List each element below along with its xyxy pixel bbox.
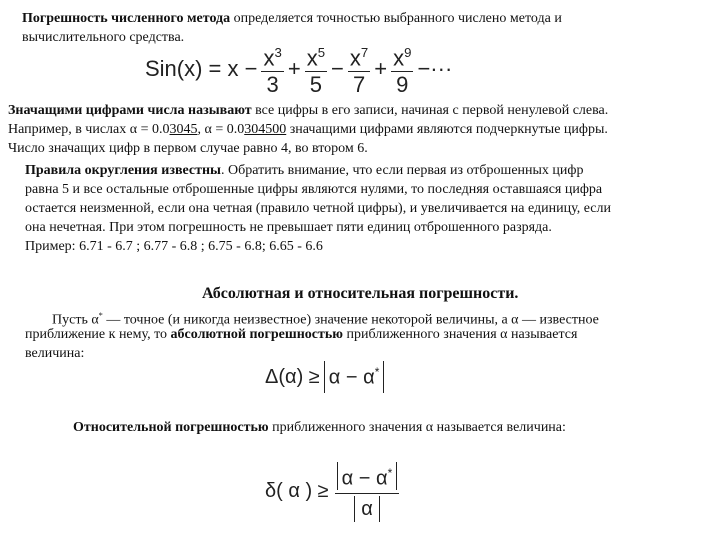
text: определяется точностью выбранного числено метода и <box>230 11 562 26</box>
rel-numerator <box>335 458 400 495</box>
section-heading: Абсолютная и относительная погрешности. <box>202 285 519 302</box>
op: + <box>374 56 388 81</box>
text: все цифры в его записи, начиная с первой ненулевой слева. <box>251 103 609 118</box>
text: значащими цифрами являются подчеркнутые цифры. <box>286 122 608 137</box>
abs-inner <box>325 365 384 390</box>
paragraph-rounding-rules-line3: остается неизменной, если она четная (правило четной цифры), и увеличивается на единицу, если <box>25 201 611 216</box>
sin-lhs: Sin(x) = x − <box>145 56 258 81</box>
sin-series-formula <box>145 42 452 96</box>
paragraph-method-error-line2: вычислительного средства. <box>22 30 185 45</box>
underlined-digits-1: 3045 <box>169 122 198 137</box>
den: 5 <box>309 72 322 98</box>
term-rounding-rules: Правила округления известны <box>25 163 221 178</box>
sin-term-2 <box>305 40 327 98</box>
den: 3 <box>266 72 279 98</box>
rel-denominator <box>354 494 380 524</box>
op: −··· <box>417 56 453 81</box>
paragraph-significant-digits-line2 <box>8 120 608 139</box>
bar <box>379 496 380 522</box>
text: приближенного значения α называется <box>342 327 578 342</box>
underlined-digits-2: 304500 <box>244 122 287 137</box>
paragraph-rounding-rules <box>25 161 584 180</box>
star: * <box>374 364 380 379</box>
num: x <box>393 45 405 71</box>
paragraph-rounding-rules-line4: она нечетная. При этом погрешность не превышает пяти единиц отброшенного разряда. <box>25 220 552 235</box>
rel-fraction <box>335 458 400 525</box>
text: Например, в числах α = 0.0 <box>8 122 170 137</box>
paragraph-absolute-error-line3: величина: <box>25 346 85 361</box>
den: 9 <box>396 72 409 98</box>
star: * <box>98 311 103 320</box>
text: — точное (и никогда неизвестное) значение некоторой величины, а α — известное <box>102 312 599 328</box>
paragraph-absolute-error-line2 <box>25 325 577 344</box>
sin-term-3 <box>348 40 370 98</box>
term-method-error: Погрешность численного метода <box>22 11 231 26</box>
text: приближенного значения α называется величина: <box>268 420 566 435</box>
num-text: α − α <box>341 467 388 490</box>
pow: 3 <box>274 44 282 60</box>
num: x <box>306 45 318 71</box>
den-text: α <box>361 498 373 521</box>
num: x <box>349 45 361 71</box>
den: 7 <box>352 72 366 98</box>
paragraph-relative-error <box>73 418 566 437</box>
bar <box>396 462 397 490</box>
absolute-error-formula <box>265 360 384 394</box>
pow: 7 <box>360 44 369 60</box>
lhs: δ( α ) ≥ <box>265 479 329 502</box>
paragraph-method-error <box>22 9 562 28</box>
sin-term-4 <box>391 40 413 98</box>
paragraph-rounding-rules-line2: равна 5 и все остальные отброшенные цифры являются нулями, то последняя оставшаяся цифра <box>25 182 603 197</box>
num: x <box>263 45 275 71</box>
abs-bar-right <box>383 361 384 393</box>
text: Пусть α <box>52 312 99 328</box>
term-relative-error: Относительной погрешностью <box>73 420 269 435</box>
text: . Обратить внимание, что если первая из отброшенных цифр <box>220 163 584 178</box>
relative-error-formula <box>265 456 403 526</box>
paragraph-significant-digits-line3: Число значащих цифр в первом случае равно 4, во втором 6. <box>8 141 368 156</box>
inner-text: α − α <box>328 366 375 389</box>
pow: 9 <box>404 44 412 60</box>
term-absolute-error: абсолютной погрешностью <box>170 327 343 342</box>
pow: 5 <box>317 44 326 60</box>
lhs: Δ(α) ≥ <box>265 365 320 388</box>
text: приближение к нему, то <box>25 327 171 342</box>
term-significant-digits: Значащими цифрами числа называют <box>8 103 252 118</box>
sin-term-1 <box>261 40 283 98</box>
op: − <box>331 56 344 81</box>
op: + <box>287 56 301 81</box>
rounding-examples: Пример: 6.71 - 6.7 ; 6.77 - 6.8 ; 6.75 - 6.8; 6.65 - 6.6 <box>25 239 323 254</box>
text: , α = 0.0 <box>197 122 245 137</box>
star: * <box>387 465 393 480</box>
paragraph-significant-digits <box>8 101 608 120</box>
